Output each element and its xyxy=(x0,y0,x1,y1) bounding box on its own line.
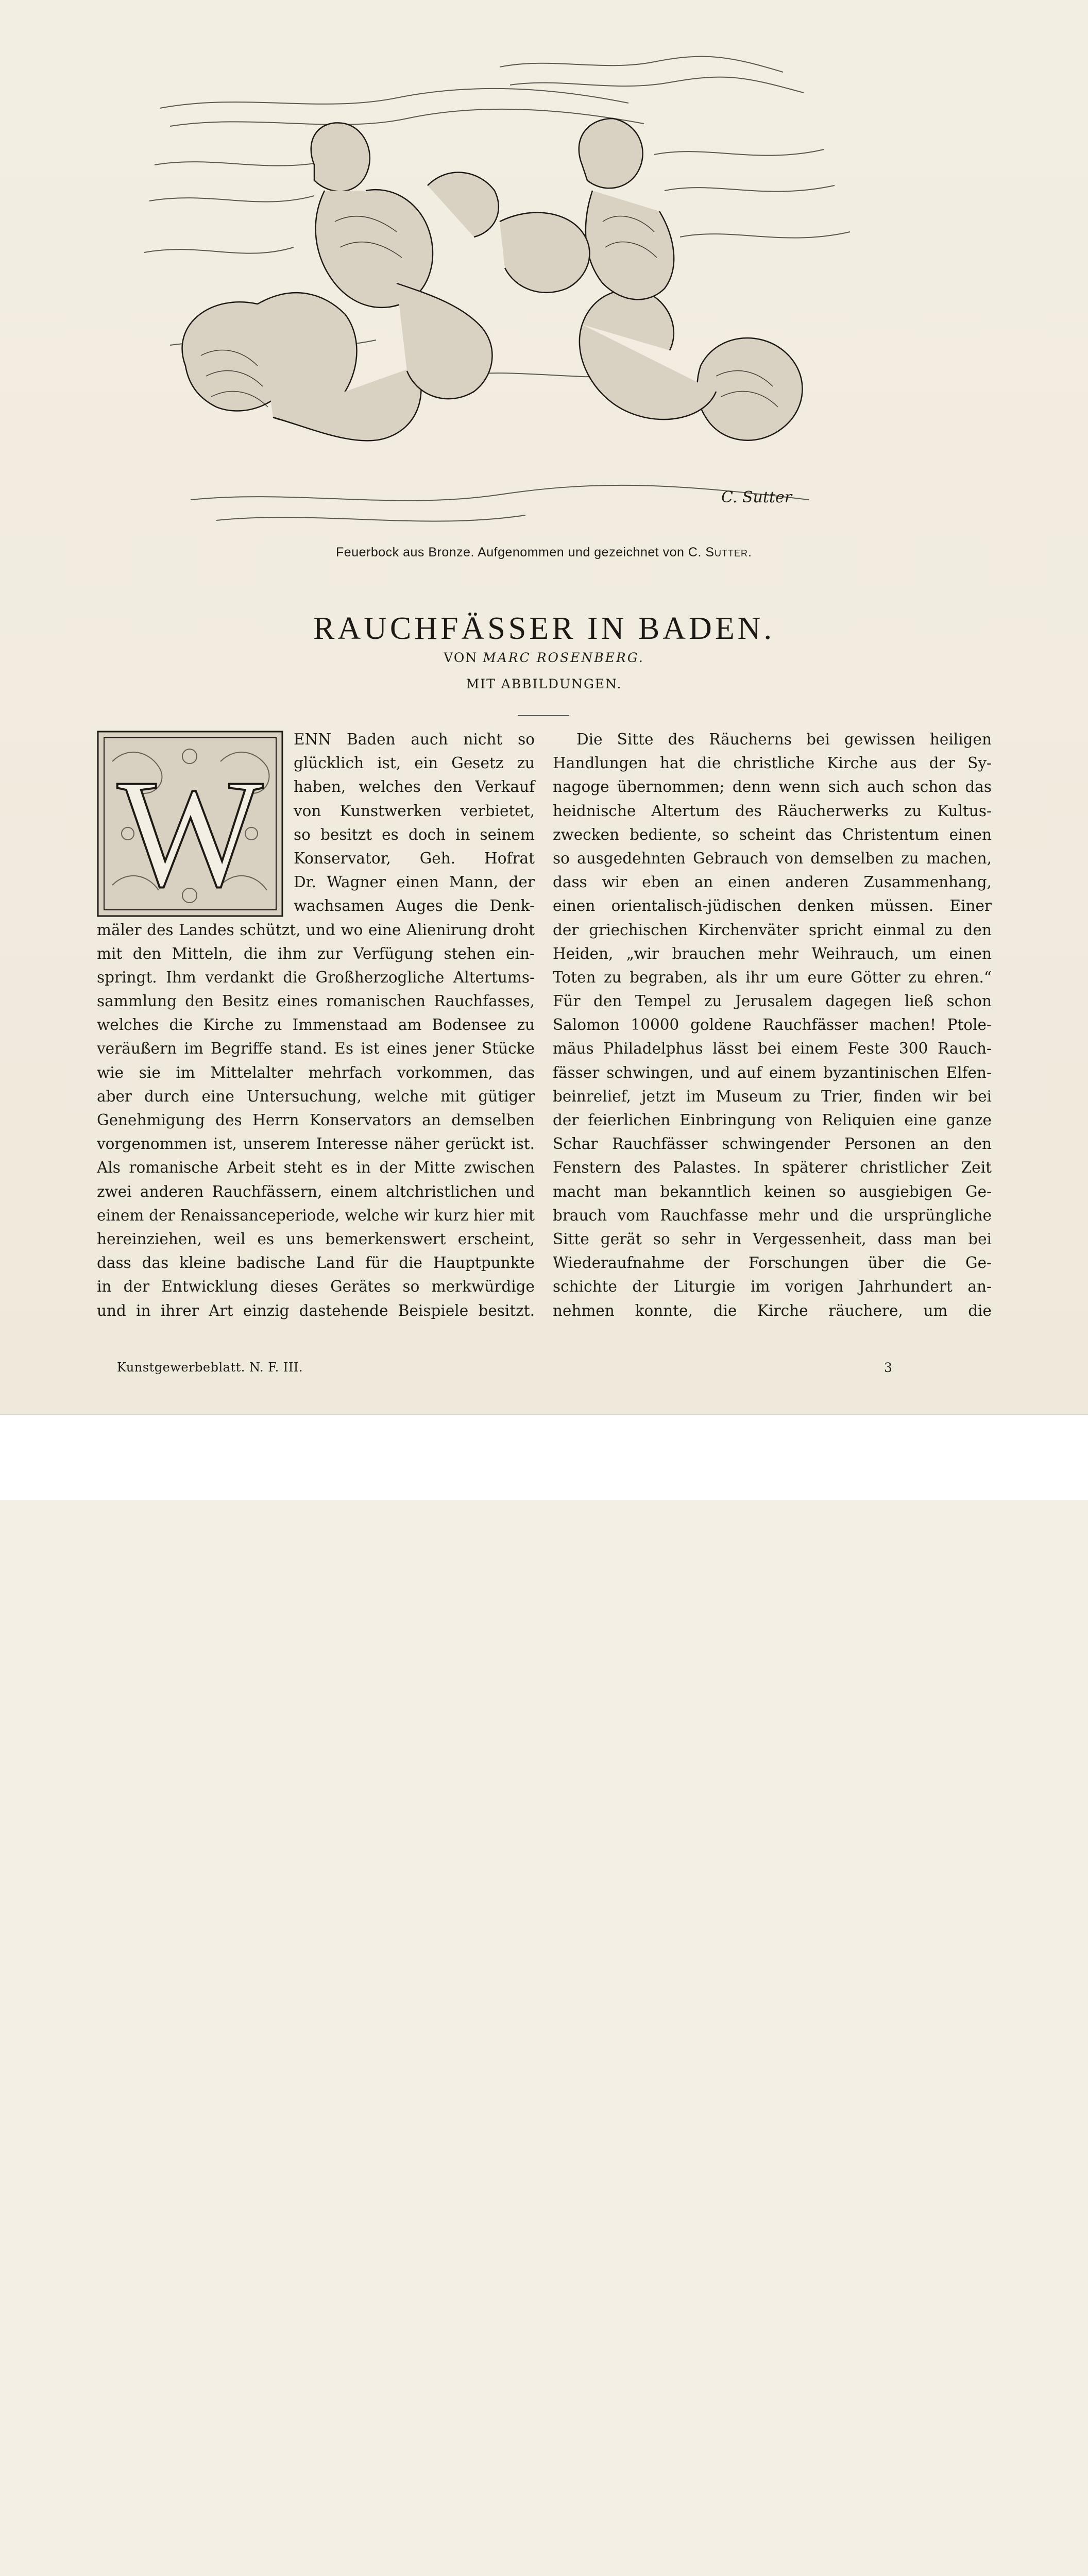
text-line: dass das kleine badische Land für die Hauptpunkte xyxy=(97,1254,535,1272)
text-line: mäus Philadelphus lässt bei einem Feste 300 Rauch- xyxy=(553,1040,992,1058)
text-line: heidnische Altertum des Räucherwerks zu Kultus- xyxy=(553,802,992,820)
article-byline xyxy=(0,650,1088,665)
title-divider xyxy=(518,715,569,716)
byline-author: MARC ROSENBERG. xyxy=(483,650,644,665)
caption-text: Feuerbock aus Bronze. Aufgenommen und gezeichnet von C. xyxy=(336,545,706,560)
text-line: haben, welches den Verkauf xyxy=(294,778,535,796)
dropcap-letter: W xyxy=(117,748,263,917)
bronze-fire-dog-illustration xyxy=(139,36,860,531)
text-line: wachsamen Auges die Denk- xyxy=(294,897,535,915)
text-line: beinrelief, jetzt im Museum zu Trier, finden wir bei xyxy=(553,1087,992,1105)
text-line: Fenstern des Palastes. In späterer christlicher Zeit xyxy=(553,1159,992,1177)
text-line: glücklich ist, ein Gesetz zu xyxy=(294,754,535,772)
article-subtitle: MIT ABBILDUNGEN. xyxy=(466,676,622,691)
page-number: 3 xyxy=(884,1360,892,1375)
text-line: mit den Mitteln, die ihm zur Verfügung stehen ein- xyxy=(97,944,535,962)
text-line: springt. Ihm verdankt die Großherzogliche Altertums- xyxy=(97,968,535,986)
journal-footer: Kunstgewerbeblatt. N. F. III. xyxy=(117,1360,303,1375)
text-line: Genehmigung des Herrn Konservators an demselben xyxy=(97,1111,535,1129)
text-line: Toten zu begraben, als ihr um eure Götter zu ehren.“ xyxy=(553,968,992,986)
right-column xyxy=(553,727,992,1323)
left-column xyxy=(97,727,535,1323)
text-line: welches die Kirche zu Immenstaad am Bodensee zu xyxy=(97,1016,535,1034)
text-line: sammlung den Besitz eines romanischen Rauchfasses, xyxy=(97,992,535,1010)
text-line: wie sie im Mittelalter mehrfach vorkommen, das xyxy=(97,1063,535,1081)
text-line: nagoge übernommen; denn wenn sich auch schon das xyxy=(553,778,992,796)
text-line: Schar Rauchfässer schwingender Personen an den xyxy=(553,1135,992,1153)
text-line: von Kunstwerken verbietet, xyxy=(294,802,535,820)
text-line: Sitte gerät so sehr in Vergessenheit, dass man bei xyxy=(553,1230,992,1248)
text-line: Als romanische Arbeit steht es in der Mitte zwischen xyxy=(97,1159,535,1177)
text-line: Handlungen hat die christliche Kirche aus der Sy- xyxy=(553,754,992,772)
text-line: schichte der Liturgie im vorigen Jahrhundert an- xyxy=(553,1278,992,1296)
text-line: der feierlichen Einbringung von Reliquien eine ganze xyxy=(553,1111,992,1129)
illustration-caption xyxy=(0,545,1088,560)
text-line: zwei anderen Rauchfässern, einem altchristlichen und xyxy=(97,1182,535,1200)
text-line: vorgenommen ist, unserem Interesse näher gerückt ist. xyxy=(97,1135,535,1153)
text-line: in der Entwicklung dieses Gerätes so merkwürdige xyxy=(97,1278,535,1296)
text-line: zwecken bediente, so scheint das Christentum einen xyxy=(553,825,992,843)
text-line: fässer schwingen, und auf einem byzantinischen Elfen- xyxy=(553,1063,992,1081)
text-line: dass wir eben an einen anderen Zusammenhang, xyxy=(553,873,992,891)
caption-artist: Sutter. xyxy=(705,545,752,560)
text-line: Für den Tempel zu Jerusalem dagegen ließ schon xyxy=(553,992,992,1010)
text-line: mäler des Landes schützt, und wo eine Alienirung droht xyxy=(97,921,535,939)
byline-prefix: VON xyxy=(444,650,478,665)
text-line: der griechischen Kirchenväter spricht einmal zu den xyxy=(553,921,992,939)
text-line: macht man bekanntlich keinen so ausgiebigen Ge- xyxy=(553,1182,992,1200)
text-line: und in ihrer Art einzig dastehende Beispiele besitzt. xyxy=(97,1301,535,1319)
text-line: Salomon 10000 goldene Rauchfässer machen! Ptole- xyxy=(553,1016,992,1034)
text-line: Die Sitte des Räucherns bei gewissen heiligen xyxy=(576,731,992,748)
text-line: so ausgedehnten Gebrauch von demselben zu machen, xyxy=(553,849,992,867)
text-line: Konservator, Geh. Hofrat xyxy=(294,849,535,867)
text-line: so besitzt es doch in seinem xyxy=(294,825,535,843)
text-line: hereinziehen, weil es uns bemerkenswert erscheint, xyxy=(97,1230,535,1248)
text-line: veräußern im Begriffe stand. Es ist eines jener Stücke xyxy=(97,1040,535,1058)
viewer-bar xyxy=(0,1414,1088,1500)
text-line: einem der Renaissanceperiode, welche wir kurz hier mit xyxy=(97,1206,535,1224)
text-line: nehmen konnte, die Kirche räuchere, um die xyxy=(553,1301,992,1319)
illustration-signature: C. Sutter xyxy=(721,488,792,506)
text-line: Heiden, „wir brauchen mehr Weihrauch, um einen xyxy=(553,944,992,962)
text-line: einen orientalisch-jüdischen denken müssen. Einer xyxy=(553,897,992,915)
text-line: brauch vom Rauchfasse mehr und die ursprüngliche xyxy=(553,1206,992,1224)
article-title: RAUCHFÄSSER IN BADEN. xyxy=(313,611,775,646)
text-line: aber durch eine Untersuchung, welche mit gütiger xyxy=(97,1087,535,1105)
text-line: Wiederaufnahme der Forschungen über die Ge- xyxy=(553,1254,992,1272)
text-line: ENN Baden auch nicht so xyxy=(294,731,535,748)
text-line: Dr. Wagner einen Mann, der xyxy=(294,873,535,891)
